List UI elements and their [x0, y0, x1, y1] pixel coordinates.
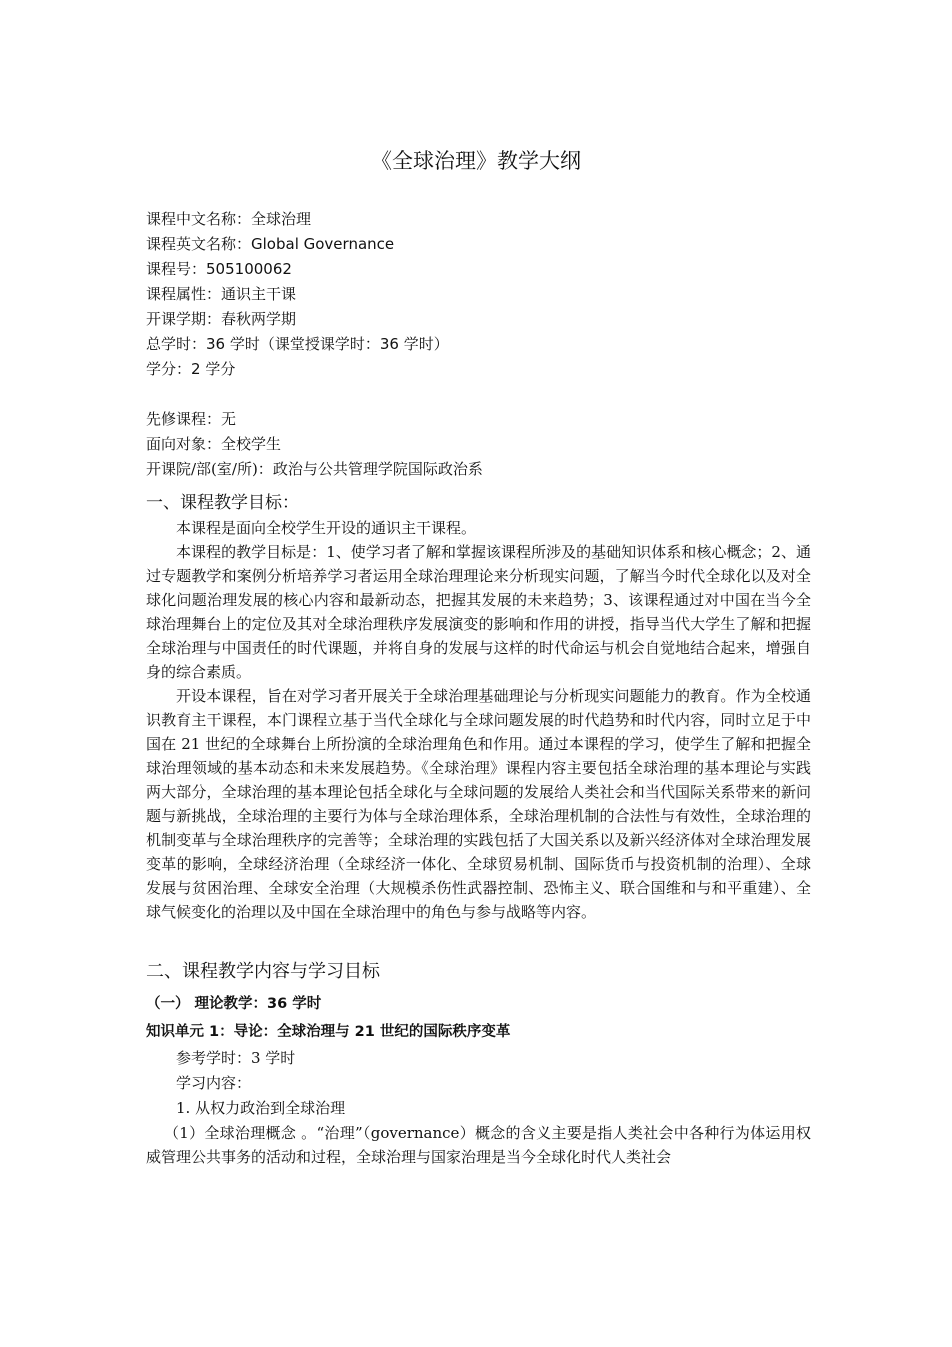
course-info-row — [146, 257, 826, 282]
info-value: 无 — [221, 410, 237, 428]
info-key: 课程中文名称： — [146, 210, 252, 228]
paragraph: 本课程的教学目标是：1、使学习者了解和掌握该课程所涉及的基础知识体系和核心概念；2、通过专题教学和案例分析培养学习者运用全球治理理论来分析现实问题，了解当今时代全球化以及对全球化问题治理发展的核心内容和最新动态，把握其发展的未来趋势；3、该课程通过对中国在当今全球治理舞台上的定位及其对全球治理秩序发展演变的影响和作用的讲授，指导当代大学生了解和把握全球治理与中国责任的时代课题，并将自身的发展与这样的时代命运与机会自觉地结合起来，增强自身的综合素质。 — [146, 543, 811, 681]
subsection-heading: （一） 理论教学：36 学时 — [146, 996, 322, 1012]
course-info-row — [146, 432, 826, 457]
paragraph: 开设本课程，旨在对学习者开展关于全球治理基础理论与分析现实问题能力的教育。作为全校通识教育主干课程，本门课程立基于当代全球化与全球问题发展的时代趋势和时代内容，同时立足于中国在 21 世纪的全球舞台上所扮演的全球治理角色和作用。通过本课程的学习，使学生了解和把握全球治理领域的基本动态和未来发展趋势。《全球治理》课程内容主要包括全球治理的基本理论与实践两大部分，全球治理的基本理论包括全球化与全球问题的发展给人类社会和当代国际关系带来的新问题与新挑战，全球治理的主要行为体与全球治理体系，全球治理机制的合法性与有效性，全球治理的机制变革与全球治理秩序的完善等；全球治理的实践包括了大国关系以及新兴经济体对全球治理发展变革的影响，全球经济治理（全球经济一体化、全球贸易机制、国际货币与投资机制的治理）、全球发展与贫困治理、全球安全治理（大规模杀伤性武器控制、恐怖主义、联合国维和与和平重建）、全球气候变化的治理以及中国在全球治理中的角色与参与战略等内容。 — [146, 687, 811, 921]
info-key: 总学时： — [146, 335, 207, 353]
info-value: 2 学分 — [191, 360, 236, 378]
spacer — [146, 924, 811, 954]
course-info-row — [146, 232, 826, 257]
info-value: Global Governance — [251, 235, 395, 253]
course-info-row — [146, 332, 826, 357]
info-value: 春秋两学期 — [221, 310, 297, 328]
section-heading-content: 二、课程教学内容与学习目标 — [146, 961, 380, 982]
course-info-row — [146, 282, 826, 307]
info-value: 全球治理 — [251, 210, 312, 228]
course-info-row — [146, 407, 826, 432]
course-info-row — [146, 207, 826, 232]
info-key: 课程属性： — [146, 285, 222, 303]
info-value: 通识主干课 — [221, 285, 297, 303]
info-key: 课程号： — [146, 260, 207, 278]
paragraph: （1）全球治理概念 。“治理”（governance）概念的含义主要是指人类社会中各种行为体运用权威管理公共事务的活动和过程，全球治理与国家治理是当今全球化时代人类社会 — [146, 1124, 811, 1166]
info-value: 505100062 — [206, 260, 292, 278]
info-value: 政治与公共管理学院国际政治系 — [272, 460, 483, 478]
info-key: 面向对象： — [146, 435, 222, 453]
text-line: 1. 从权力政治到全球治理 — [176, 1099, 346, 1117]
text-line: 学习内容： — [176, 1074, 252, 1092]
paragraph: 本课程是面向全校学生开设的通识主干课程。 — [176, 519, 477, 537]
info-value: 全校学生 — [221, 435, 282, 453]
course-info-row — [146, 307, 826, 332]
course-info-row — [146, 457, 826, 482]
info-key: 学分： — [146, 360, 192, 378]
info-key: 开课学期： — [146, 310, 222, 328]
info-value: 36 学时（课堂授课学时：36 学时） — [206, 335, 449, 353]
info-key: 开课院/部(室/所)： — [146, 460, 273, 478]
info-key: 课程英文名称： — [146, 235, 252, 253]
course-info — [146, 207, 826, 482]
text-line: 参考学时：3 学时 — [176, 1049, 296, 1067]
document-title: 《全球治理》教学大纲 — [371, 149, 581, 173]
unit-heading: 知识单元 1：导论：全球治理与 21 世纪的国际秩序变革 — [146, 1024, 511, 1040]
document-body — [146, 490, 811, 1169]
info-key: 先修课程： — [146, 410, 222, 428]
course-info-row — [146, 357, 826, 382]
section-heading-objectives: 一、课程教学目标： — [146, 493, 299, 513]
